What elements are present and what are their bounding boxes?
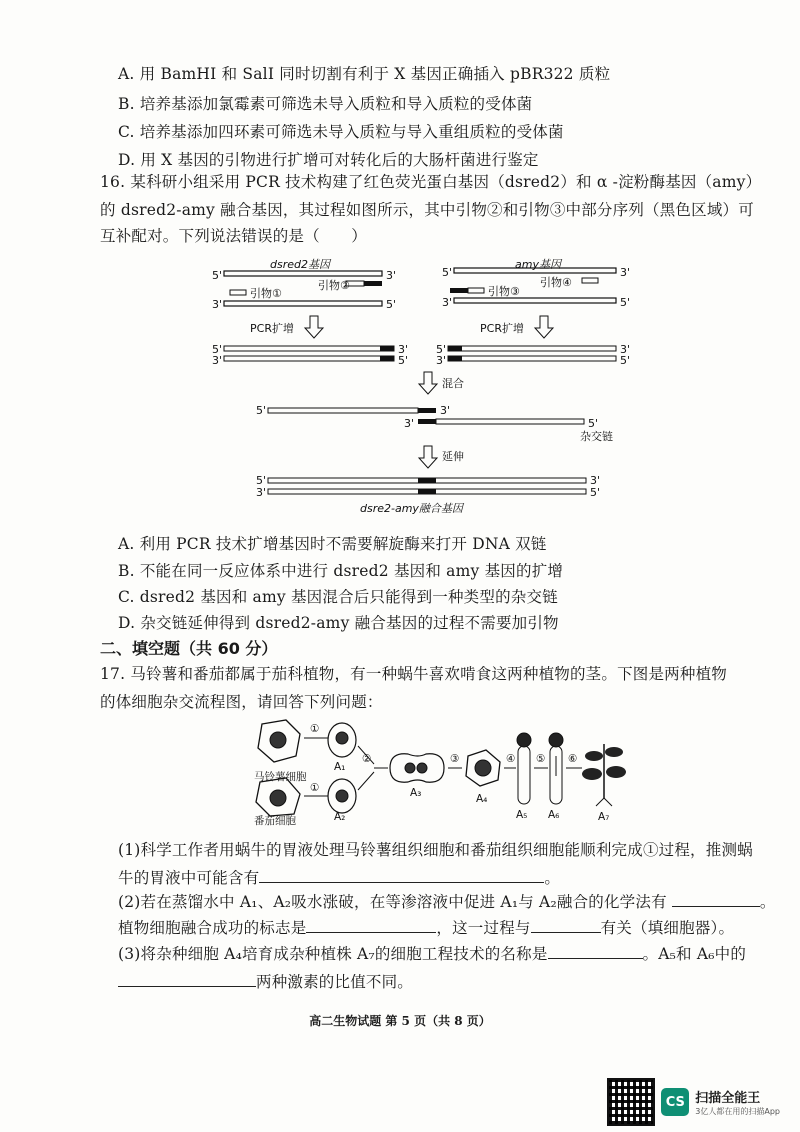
svg-text:5': 5' (588, 417, 599, 430)
hybrid-strand-label: 杂交链 (580, 430, 613, 443)
svg-text:3': 3' (436, 354, 447, 367)
svg-text:3': 3' (386, 269, 397, 282)
answer-blank-6[interactable] (118, 971, 256, 987)
scanner-subtitle: 3亿人都在用的扫描App (695, 1107, 780, 1116)
svg-text:3': 3' (620, 343, 630, 356)
answer-blank-4[interactable] (531, 917, 601, 933)
svg-text:混合: 混合 (442, 377, 464, 390)
svg-text:A₆: A₆ (548, 809, 560, 821)
svg-text:5': 5' (398, 354, 409, 367)
svg-text:5': 5' (590, 486, 601, 499)
svg-text:①: ① (310, 723, 320, 735)
svg-text:3': 3' (440, 404, 451, 417)
a5-culture-tube (518, 746, 530, 804)
q17-stem-line2: 的体细胞杂交流程图，请回答下列问题： (100, 693, 383, 711)
q17-sub1-line2: 牛的胃液中可能含有 。 (118, 869, 561, 887)
q17-sub1-line1: (1)科学工作者用蜗牛的胃液处理马铃薯组织细胞和番茄组织细胞能顺利完成①过程，推测蜗 (118, 841, 753, 859)
svg-text:5': 5' (620, 354, 630, 367)
pcr-fusion-diagram (210, 252, 630, 518)
q15-option-b: B. 培养基添加氯霉素可筛选未导入质粒和导入质粒的受体菌 (118, 95, 533, 113)
q15-option-a: A. 用 BamHI 和 SalI 同时切割有利于 X 基因正确插入 pBR322 质粒 (118, 65, 611, 83)
tomato-cell-label: 番茄细胞 (254, 815, 296, 826)
svg-text:5': 5' (212, 269, 223, 282)
q16-stem-line2: 的 dsred2-amy 融合基因，其过程如图所示，其中引物②和引物③中部分序列（黑色区域）可 (100, 201, 754, 219)
fusion-gene-label: dsre2-amy融合基因 (360, 502, 463, 515)
q16-stem-line3: 互补配对。下列说法错误的是（ ） (100, 227, 367, 245)
potato-cell-label: 马铃薯细胞 (254, 771, 307, 783)
svg-text:①: ① (310, 782, 320, 794)
svg-text:5': 5' (386, 298, 397, 311)
svg-text:A₂: A₂ (334, 811, 346, 823)
svg-text:A₄: A₄ (476, 793, 488, 805)
q17-sub2-line1: (2)若在蒸馏水中 A₁、A₂吸水涨破，在等渗溶液中促进 A₁与 A₂融合的化学法有 。 (118, 893, 776, 911)
section-heading-fill-in: 二、填空题（共 60 分） (100, 639, 278, 658)
svg-text:④: ④ (506, 753, 516, 765)
answer-blank-3[interactable] (306, 917, 436, 933)
answer-blank-5[interactable] (548, 943, 643, 959)
svg-text:5': 5' (212, 343, 223, 356)
q15-option-d: D. 用 X 基因的引物进行扩增可对转化后的大肠杆菌进行鉴定 (118, 151, 539, 169)
svg-text:5': 5' (620, 296, 630, 309)
svg-text:3': 3' (212, 298, 223, 311)
svg-text:A₃: A₃ (410, 787, 422, 799)
qr-code (607, 1078, 655, 1126)
svg-text:3': 3' (590, 474, 601, 487)
answer-blank-2[interactable] (672, 891, 760, 907)
scanner-title: 扫描全能王 (695, 1091, 761, 1106)
svg-text:PCR扩增: PCR扩增 (250, 322, 294, 335)
svg-text:引物③: 引物③ (488, 285, 520, 298)
q16-option-a: A. 利用 PCR 技术扩增基因时不需要解旋酶来打开 DNA 双链 (118, 535, 547, 553)
svg-text:3': 3' (620, 266, 630, 279)
svg-text:③: ③ (450, 753, 460, 765)
svg-text:⑥: ⑥ (568, 753, 578, 765)
svg-text:3': 3' (256, 486, 267, 499)
svg-text:引物①: 引物① (250, 287, 282, 300)
svg-text:⑤: ⑤ (536, 753, 546, 765)
q16-option-b: B. 不能在同一反应体系中进行 dsred2 基因和 amy 基因的扩增 (118, 562, 564, 580)
svg-text:A₇: A₇ (598, 811, 610, 823)
svg-text:3': 3' (212, 354, 223, 367)
svg-text:PCR扩增: PCR扩增 (480, 322, 524, 335)
dsred2-gene-label: dsred2基因 (270, 258, 330, 271)
svg-text:A₅: A₅ (516, 809, 528, 821)
svg-text:延伸: 延伸 (442, 450, 464, 463)
svg-text:3': 3' (442, 296, 453, 309)
camscanner-logo-icon: CS (661, 1088, 689, 1116)
svg-text:5': 5' (442, 266, 453, 279)
svg-text:②: ② (362, 753, 372, 765)
a7-hybrid-plant (582, 744, 626, 806)
q17-sub2-line2: 植物细胞融合成功的标志是 ，这一过程与 有关（填细胞器）。 (118, 919, 735, 937)
scanner-watermark (607, 1078, 780, 1126)
q17-sub3-line1: (3)将杂种细胞 A₄培育成杂种植株 A₇的细胞工程技术的名称是 。A₅和 A₆中的 (118, 945, 747, 963)
q17-sub3-line2: 两种激素的比值不同。 (118, 970, 413, 992)
svg-text:引物②: 引物② (318, 279, 350, 292)
svg-text:3': 3' (404, 417, 415, 430)
q16-option-c: C. dsred2 基因和 amy 基因混合后只能得到一种类型的杂交链 (118, 588, 558, 606)
somatic-hybridization-diagram (250, 716, 630, 826)
svg-text:5': 5' (256, 474, 267, 487)
q16-stem-line1: 16. 某科研小组采用 PCR 技术构建了红色荧光蛋白基因（dsred2）和 α -淀粉酶基因（amy） (100, 173, 762, 191)
page-footer: 高二生物试题 第 5 页（共 8 页） (309, 1014, 491, 1028)
svg-text:5': 5' (256, 404, 267, 417)
svg-text:5': 5' (436, 343, 447, 356)
q17-stem-line1: 17. 马铃薯和番茄都属于茄科植物，有一种蜗牛喜欢啃食这两种植物的茎。下图是两种植物 (100, 665, 727, 683)
q16-option-d: D. 杂交链延伸得到 dsred2-amy 融合基因的过程不需要加引物 (118, 614, 559, 632)
amy-gene-label: amy基因 (515, 258, 561, 271)
svg-text:A₁: A₁ (334, 761, 346, 773)
svg-text:引物④: 引物④ (540, 276, 572, 289)
svg-text:3': 3' (398, 343, 409, 356)
answer-blank-1[interactable] (259, 867, 544, 883)
q15-option-c: C. 培养基添加四环素可筛选未导入质粒与导入重组质粒的受体菌 (118, 123, 564, 141)
